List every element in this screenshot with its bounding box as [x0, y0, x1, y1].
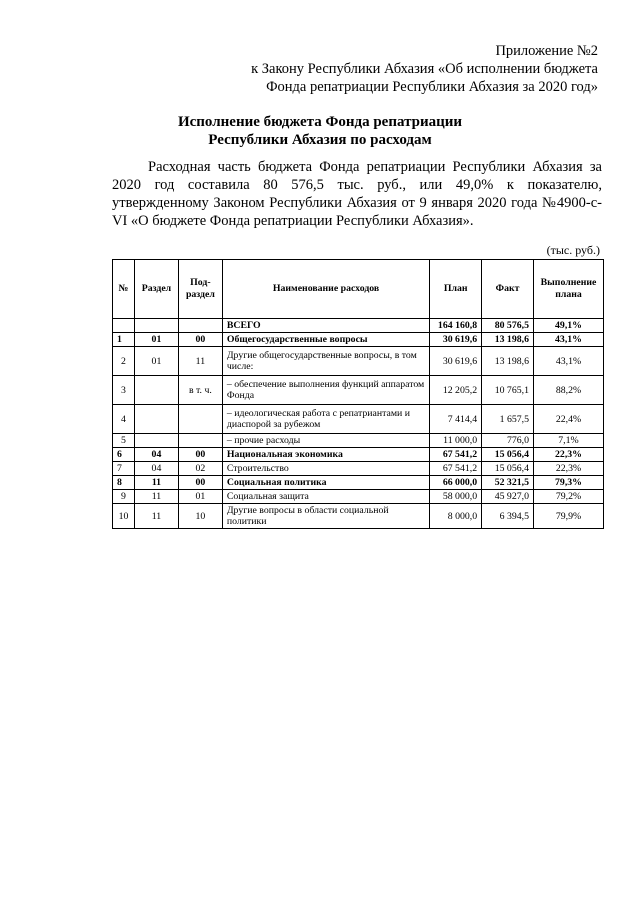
table-row	[113, 347, 604, 376]
cell-subsection: в т. ч.	[178, 376, 222, 405]
cell-section: 04	[134, 448, 178, 462]
cell-subsection: 01	[178, 490, 222, 504]
cell-fact: 52 321,5	[482, 476, 534, 490]
cell-fact: 15 056,4	[482, 448, 534, 462]
table-header-row	[113, 260, 604, 319]
table-row	[113, 448, 604, 462]
cell-pct: 79,9%	[533, 504, 603, 529]
cell-subsection: 00	[178, 448, 222, 462]
cell-plan: 66 000,0	[430, 476, 482, 490]
cell-name: Общегосударственные вопросы	[222, 333, 429, 347]
cell-num: 5	[113, 434, 135, 448]
cell-plan: 164 160,8	[430, 319, 482, 333]
cell-name: ВСЕГО	[222, 319, 429, 333]
cell-plan: 58 000,0	[430, 490, 482, 504]
cell-num	[113, 319, 135, 333]
table-row	[113, 476, 604, 490]
cell-section: 11	[134, 476, 178, 490]
cell-section	[134, 376, 178, 405]
heading-line-2: Республики Абхазия по расходам	[208, 132, 432, 148]
intro-paragraph-text: Расходная часть бюджета Фонда репатриации Республики Абхазия за 2020 год составила 80 576,5 тыс. руб., или 49,0% к показателю, утвержденному Законом Республики Абхазия от 9 января 2020 года №4900-с-VI «О бюджете Фонда репатриации Республики Абхазия».	[112, 159, 602, 229]
cell-fact: 80 576,5	[482, 319, 534, 333]
header-pct: Выполнение плана	[533, 260, 603, 319]
table-row	[113, 405, 604, 434]
header-name: Наименование расходов	[222, 260, 429, 319]
document-heading	[0, 113, 640, 149]
cell-plan: 12 205,2	[430, 376, 482, 405]
appendix-line-3: Фонда репатриации Республики Абхазия за 2020 год»	[266, 79, 598, 95]
cell-fact: 45 927,0	[482, 490, 534, 504]
cell-pct: 49,1%	[533, 319, 603, 333]
cell-num: 10	[113, 504, 135, 529]
cell-section: 11	[134, 504, 178, 529]
cell-section: 04	[134, 462, 178, 476]
cell-plan: 11 000,0	[430, 434, 482, 448]
cell-num: 9	[113, 490, 135, 504]
cell-plan: 8 000,0	[430, 504, 482, 529]
cell-name: – прочие расходы	[222, 434, 429, 448]
cell-section	[134, 434, 178, 448]
cell-plan: 30 619,6	[430, 347, 482, 376]
table-row	[113, 504, 604, 529]
cell-pct: 7,1%	[533, 434, 603, 448]
header-plan: План	[430, 260, 482, 319]
cell-section: 11	[134, 490, 178, 504]
header-section: Раздел	[134, 260, 178, 319]
cell-subsection: 00	[178, 333, 222, 347]
cell-subsection: 02	[178, 462, 222, 476]
expenditure-table	[112, 259, 604, 529]
cell-num: 6	[113, 448, 135, 462]
header-subsection: Под-раздел	[178, 260, 222, 319]
cell-num: 8	[113, 476, 135, 490]
table-row-total	[113, 319, 604, 333]
cell-pct: 22,3%	[533, 462, 603, 476]
table-row	[113, 376, 604, 405]
cell-num: 3	[113, 376, 135, 405]
appendix-line-2: к Закону Республики Абхазия «Об исполнении бюджета	[251, 61, 598, 77]
cell-pct: 79,3%	[533, 476, 603, 490]
cell-fact: 1 657,5	[482, 405, 534, 434]
cell-fact: 13 198,6	[482, 347, 534, 376]
cell-num: 1	[113, 333, 135, 347]
cell-num: 7	[113, 462, 135, 476]
cell-plan: 7 414,4	[430, 405, 482, 434]
cell-subsection: 00	[178, 476, 222, 490]
cell-plan: 30 619,6	[430, 333, 482, 347]
cell-plan: 67 541,2	[430, 448, 482, 462]
cell-pct: 43,1%	[533, 333, 603, 347]
cell-name: Национальная экономика	[222, 448, 429, 462]
table-row	[113, 333, 604, 347]
cell-name: Социальная политика	[222, 476, 429, 490]
table-row	[113, 434, 604, 448]
heading-line-1: Исполнение бюджета Фонда репатриации	[177, 114, 463, 130]
cell-subsection	[178, 405, 222, 434]
cell-section: 01	[134, 333, 178, 347]
cell-fact: 6 394,5	[482, 504, 534, 529]
cell-name: – обеспечение выполнения функций аппаратом Фонда	[222, 376, 429, 405]
cell-pct: 22,4%	[533, 405, 603, 434]
units-label: (тыс. руб.)	[546, 243, 600, 257]
cell-fact: 776,0	[482, 434, 534, 448]
cell-name: Другие вопросы в области социальной политики	[222, 504, 429, 529]
cell-name: Другие общегосударственные вопросы, в том числе:	[222, 347, 429, 376]
table-row	[113, 462, 604, 476]
cell-pct: 79,2%	[533, 490, 603, 504]
cell-section: 01	[134, 347, 178, 376]
intro-paragraph	[112, 158, 602, 230]
cell-fact: 10 765,1	[482, 376, 534, 405]
cell-plan: 67 541,2	[430, 462, 482, 476]
cell-name: Социальная защита	[222, 490, 429, 504]
cell-name: – идеологическая работа с репатриантами и диаспорой за рубежом	[222, 405, 429, 434]
appendix-line-1: Приложение №2	[495, 43, 598, 59]
cell-subsection	[178, 319, 222, 333]
cell-num: 2	[113, 347, 135, 376]
cell-fact: 13 198,6	[482, 333, 534, 347]
cell-fact: 15 056,4	[482, 462, 534, 476]
cell-subsection	[178, 434, 222, 448]
header-fact: Факт	[482, 260, 534, 319]
cell-subsection: 11	[178, 347, 222, 376]
appendix-note	[251, 42, 598, 96]
cell-num: 4	[113, 405, 135, 434]
cell-section	[134, 405, 178, 434]
cell-section	[134, 319, 178, 333]
table-row	[113, 490, 604, 504]
cell-pct: 22,3%	[533, 448, 603, 462]
cell-pct: 43,1%	[533, 347, 603, 376]
cell-subsection: 10	[178, 504, 222, 529]
cell-name: Строительство	[222, 462, 429, 476]
cell-pct: 88,2%	[533, 376, 603, 405]
header-num: №	[113, 260, 135, 319]
